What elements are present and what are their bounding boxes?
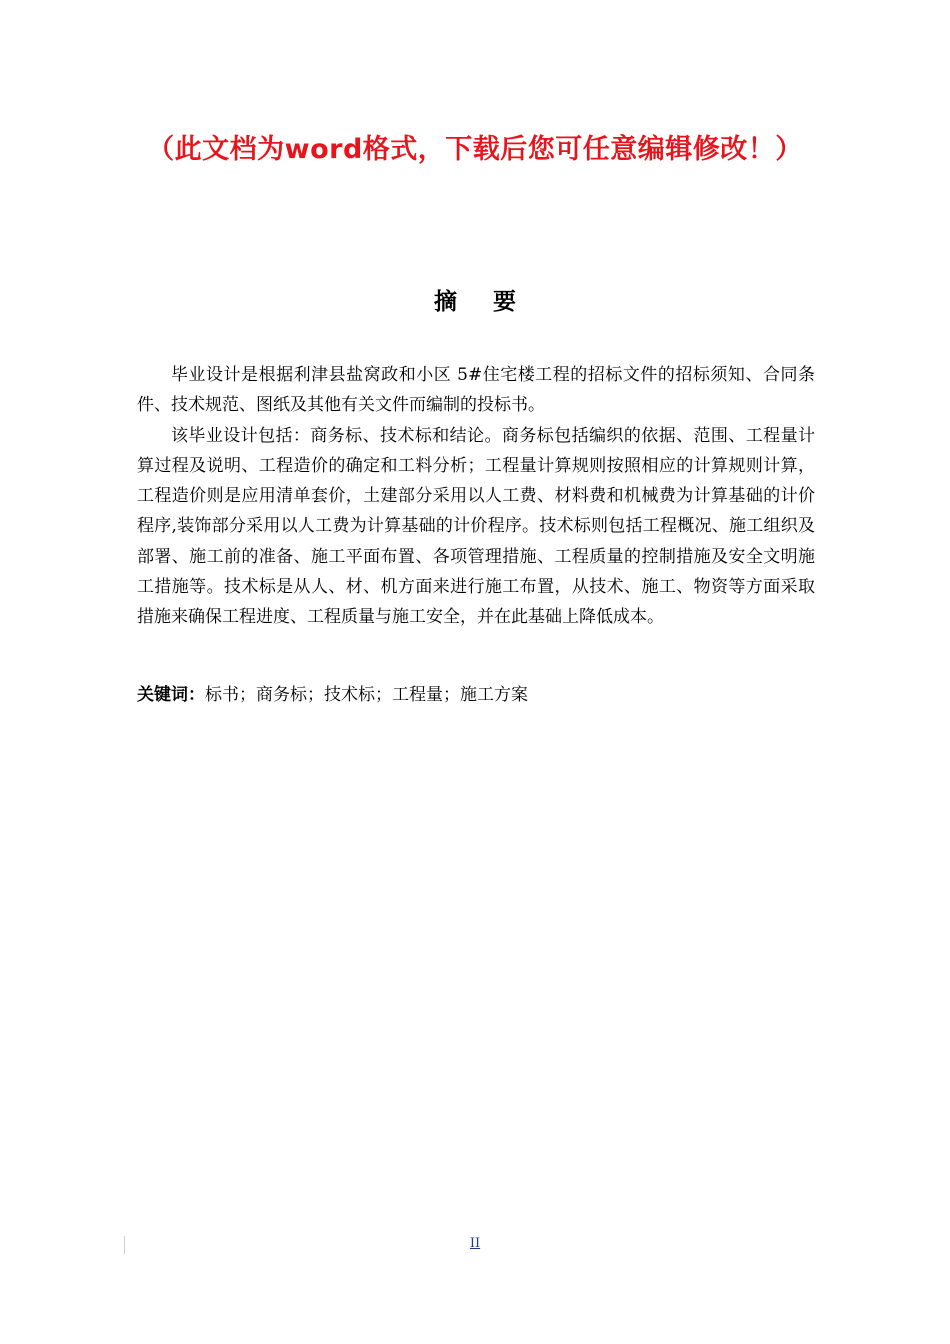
abstract-paragraph-1: 毕业设计是根据利津县盐窝政和小区 5#住宅楼工程的招标文件的招标须知、合同条件、技术规范、图纸及其他有关文件而编制的投标书。 <box>137 365 815 416</box>
download-notice: （此文档为word格式，下载后您可任意编辑修改！） <box>147 134 803 165</box>
abstract-body <box>137 360 815 633</box>
abstract-paragraph-2: 该毕业设计包括：商务标、技术标和结论。商务标包括编织的依据、范围、工程量计算过程及说明、工程造价的确定和工料分析；工程量计算规则按照相应的计算规则计算，工程造价则是应用清单套价，土建部分采用以人工费、材料费和机械费为计算基础的计价程序,装饰部分采用以人工费为计算基础的计价程序。技术标则包括工程概况、施工组织及部署、施工前的准备、施工平面布置、各项管理措施、工程质量的控制措施及安全文明施工措施等。技术标是从人、材、机方面来进行施工布置，从技术、施工、物资等方面采取措施来确保工程进度、工程质量与施工安全，并在此基础上降低成本。 <box>137 425 815 628</box>
abstract-title: 摘 要 <box>433 289 530 315</box>
keywords-text: 标书；商务标；技术标；工程量；施工方案 <box>205 685 528 705</box>
keywords-label: 关键词： <box>137 685 205 705</box>
page-number: II <box>469 1236 481 1251</box>
keywords-line <box>137 680 815 710</box>
